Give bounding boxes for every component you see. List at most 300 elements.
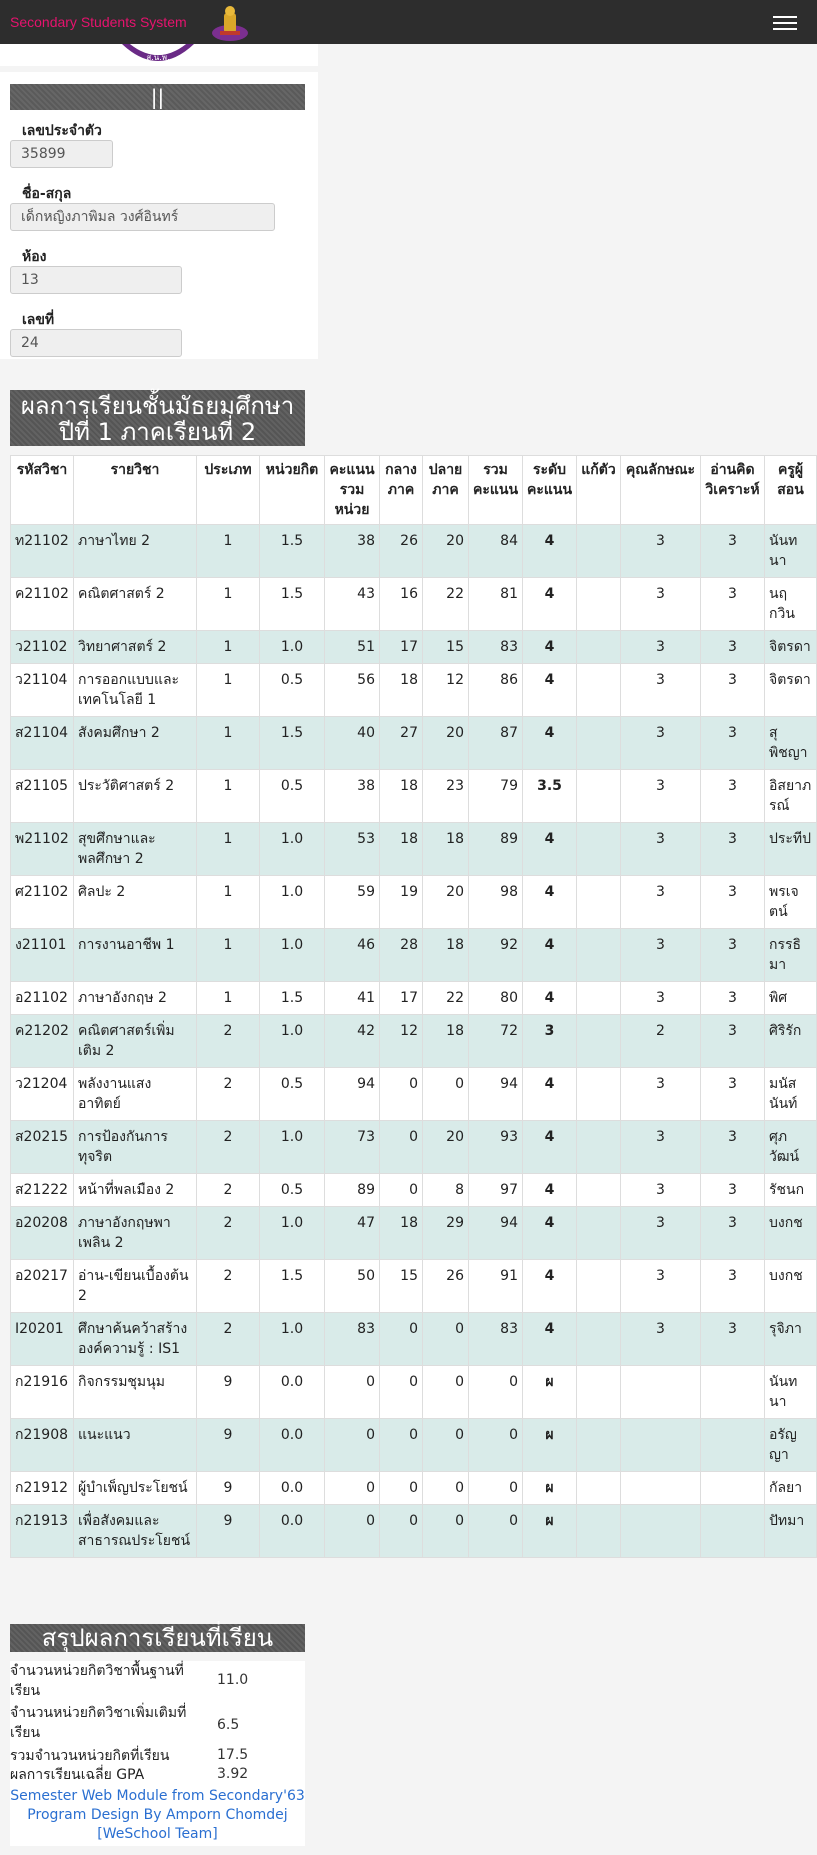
cell-retake xyxy=(577,982,621,1015)
cell-final: 23 xyxy=(423,770,469,823)
cell-unit-score: 73 xyxy=(325,1121,380,1174)
cell-attribute: 3 xyxy=(621,631,701,664)
cell-retake xyxy=(577,1313,621,1366)
cell-attribute: 3 xyxy=(621,525,701,578)
cell-teacher: บงกช xyxy=(765,1260,817,1313)
cell-unit-score: 0 xyxy=(325,1505,380,1558)
col-header-final: ปลายภาค xyxy=(423,456,469,525)
room-label: ห้อง xyxy=(22,249,47,265)
cell-reading xyxy=(701,1472,765,1505)
cell-final: 15 xyxy=(423,631,469,664)
table-row xyxy=(11,1260,817,1313)
cell-retake xyxy=(577,1472,621,1505)
cell-credit: 1.0 xyxy=(260,1313,325,1366)
cell-type: 1 xyxy=(197,929,260,982)
cell-grade: 3 xyxy=(523,1015,577,1068)
cell-teacher: นันทนา xyxy=(765,1366,817,1419)
cell-code: ส21105 xyxy=(11,770,74,823)
cell-unit-score: 42 xyxy=(325,1015,380,1068)
cell-final: 20 xyxy=(423,717,469,770)
cell-total: 94 xyxy=(469,1207,523,1260)
cell-teacher: มนัสนันท์ xyxy=(765,1068,817,1121)
summary-panel xyxy=(10,1661,305,1846)
cell-subject: เพื่อสังคมและสาธารณประโยชน์ xyxy=(74,1505,197,1558)
table-row xyxy=(11,631,817,664)
brand-title[interactable]: Secondary Students System xyxy=(10,14,187,30)
cell-total: 0 xyxy=(469,1505,523,1558)
cell-credit: 1.5 xyxy=(260,1260,325,1313)
summary-total-credit-label: รวมจำนวนหน่วยกิตที่เรียน xyxy=(10,1748,170,1764)
cell-credit: 0.0 xyxy=(260,1505,325,1558)
table-row xyxy=(11,578,817,631)
cell-unit-score: 0 xyxy=(325,1472,380,1505)
cell-subject: ศิลปะ 2 xyxy=(74,876,197,929)
cell-attribute: 3 xyxy=(621,1260,701,1313)
cell-code: ศ21102 xyxy=(11,876,74,929)
col-header-type: ประเภท xyxy=(197,456,260,525)
cell-retake xyxy=(577,770,621,823)
cell-subject: กิจกรรมชุมนุม xyxy=(74,1366,197,1419)
cell-type: 1 xyxy=(197,982,260,1015)
cell-type: 2 xyxy=(197,1313,260,1366)
cell-teacher: อิสยาภรณ์ xyxy=(765,770,817,823)
results-title-line2: ปีที่ 1 ภาคเรียนที่ 2 xyxy=(58,418,257,446)
cell-subject: ภาษาอังกฤษพาเพลิน 2 xyxy=(74,1207,197,1260)
cell-total: 80 xyxy=(469,982,523,1015)
table-row xyxy=(11,823,817,876)
cell-type: 1 xyxy=(197,770,260,823)
cell-grade: 4 xyxy=(523,631,577,664)
cell-grade: ผ xyxy=(523,1505,577,1558)
cell-subject: สังคมศึกษา 2 xyxy=(74,717,197,770)
cell-credit: 0.5 xyxy=(260,1068,325,1121)
cell-type: 9 xyxy=(197,1366,260,1419)
cell-code: ค21202 xyxy=(11,1015,74,1068)
table-row xyxy=(11,717,817,770)
cell-reading: 3 xyxy=(701,982,765,1015)
cell-credit: 1.0 xyxy=(260,823,325,876)
cell-unit-score: 0 xyxy=(325,1366,380,1419)
cell-code: ก21916 xyxy=(11,1366,74,1419)
cell-type: 1 xyxy=(197,578,260,631)
results-title xyxy=(10,390,305,446)
cell-credit: 1.0 xyxy=(260,1207,325,1260)
cell-retake xyxy=(577,525,621,578)
cell-teacher: ประทีป xyxy=(765,823,817,876)
summary-gpa-value: 3.92 xyxy=(217,1766,249,1782)
cell-attribute: 3 xyxy=(621,929,701,982)
cell-midterm: 17 xyxy=(380,631,423,664)
cell-final: 22 xyxy=(423,578,469,631)
cell-retake xyxy=(577,1366,621,1419)
cell-midterm: 26 xyxy=(380,525,423,578)
cell-code: ส20215 xyxy=(11,1121,74,1174)
cell-midterm: 18 xyxy=(380,770,423,823)
cell-subject: คณิตศาสตร์ 2 xyxy=(74,578,197,631)
summary-extra-credit-label: จำนวนหน่วยกิตวิชาเพิ่มเติมที่เรียน xyxy=(10,1705,187,1741)
cell-retake xyxy=(577,1015,621,1068)
cell-subject: ศึกษาค้นคว้าสร้างองค์ความรู้ : IS1 xyxy=(74,1313,197,1366)
cell-attribute: 3 xyxy=(621,876,701,929)
cell-unit-score: 94 xyxy=(325,1068,380,1121)
col-header-retake: แก้ตัว xyxy=(577,456,621,525)
number-label: เลขที่ xyxy=(22,312,55,328)
cell-teacher: กัลยา xyxy=(765,1472,817,1505)
cell-subject: สุขศึกษาและพลศึกษา 2 xyxy=(74,823,197,876)
cell-total: 91 xyxy=(469,1260,523,1313)
cell-total: 83 xyxy=(469,631,523,664)
cell-teacher: จิตรดา xyxy=(765,664,817,717)
cell-attribute: 3 xyxy=(621,1313,701,1366)
cell-final: 18 xyxy=(423,929,469,982)
cell-attribute: 3 xyxy=(621,578,701,631)
cell-total: 83 xyxy=(469,1313,523,1366)
cell-credit: 1.0 xyxy=(260,631,325,664)
cell-code: ก21908 xyxy=(11,1419,74,1472)
cell-midterm: 16 xyxy=(380,578,423,631)
cell-midterm: 17 xyxy=(380,982,423,1015)
student-id-field: 35899 xyxy=(10,140,113,168)
cell-code: พ21102 xyxy=(11,823,74,876)
cell-midterm: 0 xyxy=(380,1472,423,1505)
cell-total: 87 xyxy=(469,717,523,770)
cell-code: ส21222 xyxy=(11,1174,74,1207)
col-header-credit: หน่วยกิต xyxy=(260,456,325,525)
cell-reading: 3 xyxy=(701,823,765,876)
cell-grade: ผ xyxy=(523,1419,577,1472)
student-id-label: เลขประจำตัว xyxy=(22,123,102,139)
cell-grade: 4 xyxy=(523,982,577,1015)
cell-reading: 3 xyxy=(701,578,765,631)
cell-final: 29 xyxy=(423,1207,469,1260)
cell-subject: ประวัติศาสตร์ 2 xyxy=(74,770,197,823)
cell-final: 0 xyxy=(423,1313,469,1366)
student-info-panel xyxy=(0,72,318,359)
cell-midterm: 18 xyxy=(380,664,423,717)
cell-attribute: 3 xyxy=(621,717,701,770)
cell-retake xyxy=(577,1068,621,1121)
cell-grade: 4 xyxy=(523,1260,577,1313)
summary-gpa-label: ผลการเรียนเฉลี่ย GPA xyxy=(10,1767,145,1783)
footer-team-link[interactable]: [WeSchool Team] xyxy=(97,1826,218,1842)
cell-retake xyxy=(577,717,621,770)
cell-code: ท21102 xyxy=(11,525,74,578)
cell-total: 72 xyxy=(469,1015,523,1068)
cell-attribute xyxy=(621,1366,701,1419)
cell-subject: อ่าน-เขียนเบื้องต้น 2 xyxy=(74,1260,197,1313)
cell-reading: 3 xyxy=(701,1313,765,1366)
table-row xyxy=(11,1121,817,1174)
footer-designer-link[interactable]: Program Design By Amporn Chomdej xyxy=(27,1807,288,1823)
cell-grade: 4 xyxy=(523,1207,577,1260)
cell-grade: ผ xyxy=(523,1366,577,1419)
cell-total: 79 xyxy=(469,770,523,823)
col-header-reading: อ่านคิดวิเคราะห์ xyxy=(701,456,765,525)
cell-grade: 4 xyxy=(523,1174,577,1207)
cell-teacher: อรัญญา xyxy=(765,1419,817,1472)
cell-final: 0 xyxy=(423,1472,469,1505)
table-row xyxy=(11,1505,817,1558)
cell-type: 1 xyxy=(197,631,260,664)
cell-unit-score: 83 xyxy=(325,1313,380,1366)
cell-type: 2 xyxy=(197,1260,260,1313)
cell-teacher: กรรธิมา xyxy=(765,929,817,982)
cell-teacher: นันทนา xyxy=(765,525,817,578)
cell-attribute: 3 xyxy=(621,1068,701,1121)
cell-credit: 1.0 xyxy=(260,929,325,982)
student-name-field: เด็กหญิงภาพิมล วงศ์อินทร์ xyxy=(10,203,275,231)
cell-retake xyxy=(577,1505,621,1558)
cell-teacher: พรเจตน์ xyxy=(765,876,817,929)
cell-type: 2 xyxy=(197,1174,260,1207)
col-header-teacher: ครูผู้สอน xyxy=(765,456,817,525)
cell-subject: พลังงานแสงอาทิตย์ xyxy=(74,1068,197,1121)
cell-total: 81 xyxy=(469,578,523,631)
table-row xyxy=(11,929,817,982)
cell-teacher: พิศ xyxy=(765,982,817,1015)
cell-credit: 0.5 xyxy=(260,664,325,717)
cell-final: 0 xyxy=(423,1366,469,1419)
cell-teacher: นฤกวิน xyxy=(765,578,817,631)
number-field: 24 xyxy=(10,329,182,357)
cell-reading: 3 xyxy=(701,1260,765,1313)
cell-subject: วิทยาศาสตร์ 2 xyxy=(74,631,197,664)
table-row xyxy=(11,770,817,823)
cell-grade: 4 xyxy=(523,823,577,876)
cell-subject: ภาษาไทย 2 xyxy=(74,525,197,578)
grades-header-row xyxy=(11,456,817,525)
cell-midterm: 19 xyxy=(380,876,423,929)
cell-attribute: 2 xyxy=(621,1015,701,1068)
cell-credit: 1.5 xyxy=(260,982,325,1015)
cell-retake xyxy=(577,631,621,664)
col-header-grade: ระดับคะแนน xyxy=(523,456,577,525)
cell-retake xyxy=(577,578,621,631)
cell-final: 20 xyxy=(423,876,469,929)
cell-type: 9 xyxy=(197,1505,260,1558)
cell-grade: 4 xyxy=(523,1121,577,1174)
cell-credit: 0.5 xyxy=(260,1174,325,1207)
cell-unit-score: 40 xyxy=(325,717,380,770)
cell-midterm: 0 xyxy=(380,1419,423,1472)
cell-total: 94 xyxy=(469,1068,523,1121)
cell-teacher: รุจิภา xyxy=(765,1313,817,1366)
col-header-midterm: กลางภาค xyxy=(380,456,423,525)
cell-unit-score: 41 xyxy=(325,982,380,1015)
cell-code: ว21104 xyxy=(11,664,74,717)
cell-credit: 0.0 xyxy=(260,1419,325,1472)
cell-credit: 1.0 xyxy=(260,1015,325,1068)
cell-reading: 3 xyxy=(701,1068,765,1121)
cell-type: 1 xyxy=(197,664,260,717)
cell-unit-score: 46 xyxy=(325,929,380,982)
cell-teacher: บงกช xyxy=(765,1207,817,1260)
cell-code: ว21204 xyxy=(11,1068,74,1121)
cell-unit-score: 38 xyxy=(325,770,380,823)
cell-grade: 4 xyxy=(523,578,577,631)
cell-credit: 1.5 xyxy=(260,578,325,631)
cell-attribute: 3 xyxy=(621,1174,701,1207)
cell-final: 12 xyxy=(423,664,469,717)
cell-final: 0 xyxy=(423,1068,469,1121)
cell-midterm: 18 xyxy=(380,823,423,876)
table-row xyxy=(11,876,817,929)
cell-code: ส21104 xyxy=(11,717,74,770)
svg-text:ส.น.พ.: ส.น.พ. xyxy=(146,53,170,62)
cell-type: 9 xyxy=(197,1419,260,1472)
cell-retake xyxy=(577,664,621,717)
cell-reading: 3 xyxy=(701,525,765,578)
cell-attribute xyxy=(621,1472,701,1505)
cell-midterm: 0 xyxy=(380,1366,423,1419)
cell-code: ค21102 xyxy=(11,578,74,631)
col-header-code: รหัสวิชา xyxy=(11,456,74,525)
cell-total: 97 xyxy=(469,1174,523,1207)
cell-midterm: 28 xyxy=(380,929,423,982)
cell-attribute: 3 xyxy=(621,1207,701,1260)
cell-type: 2 xyxy=(197,1207,260,1260)
cell-total: 0 xyxy=(469,1419,523,1472)
cell-subject: การงานอาชีพ 1 xyxy=(74,929,197,982)
cell-type: 1 xyxy=(197,525,260,578)
col-header-unit-score: คะแนนรวมหน่วย xyxy=(325,456,380,525)
cell-subject: หน้าที่พลเมือง 2 xyxy=(74,1174,197,1207)
cell-retake xyxy=(577,1121,621,1174)
cell-code: ก21912 xyxy=(11,1472,74,1505)
cell-attribute: 3 xyxy=(621,1121,701,1174)
cell-teacher: รัชนก xyxy=(765,1174,817,1207)
school-emblem-icon xyxy=(120,44,196,66)
results-title-line1: ผลการเรียนชั้นมัธยมศึกษา xyxy=(20,392,295,420)
cell-midterm: 27 xyxy=(380,717,423,770)
cell-final: 18 xyxy=(423,823,469,876)
table-row xyxy=(11,1366,817,1419)
cell-grade: 4 xyxy=(523,929,577,982)
cell-unit-score: 47 xyxy=(325,1207,380,1260)
cell-total: 0 xyxy=(469,1366,523,1419)
cell-unit-score: 53 xyxy=(325,823,380,876)
table-row xyxy=(11,982,817,1015)
cell-code: ง21101 xyxy=(11,929,74,982)
cell-final: 20 xyxy=(423,1121,469,1174)
grades-table xyxy=(10,455,817,1558)
cell-unit-score: 50 xyxy=(325,1260,380,1313)
cell-final: 0 xyxy=(423,1419,469,1472)
cell-midterm: 18 xyxy=(380,1207,423,1260)
cell-total: 93 xyxy=(469,1121,523,1174)
cell-final: 20 xyxy=(423,525,469,578)
cell-reading: 3 xyxy=(701,1207,765,1260)
cell-credit: 1.5 xyxy=(260,525,325,578)
menu-toggle-icon[interactable] xyxy=(773,12,797,32)
summary-total-credit-value: 17.5 xyxy=(217,1747,249,1763)
col-header-total: รวมคะแนน xyxy=(469,456,523,525)
cell-grade: 4 xyxy=(523,1313,577,1366)
cell-midterm: 0 xyxy=(380,1313,423,1366)
table-row xyxy=(11,1174,817,1207)
cell-retake xyxy=(577,1419,621,1472)
cell-credit: 1.0 xyxy=(260,1121,325,1174)
cell-reading: 3 xyxy=(701,1015,765,1068)
cell-subject: การป้องกันการทุจริต xyxy=(74,1121,197,1174)
cell-final: 8 xyxy=(423,1174,469,1207)
table-row xyxy=(11,1015,817,1068)
cell-midterm: 0 xyxy=(380,1121,423,1174)
table-row xyxy=(11,1068,817,1121)
cell-teacher: ศุภวัฒน์ xyxy=(765,1121,817,1174)
table-row xyxy=(11,1207,817,1260)
cell-total: 92 xyxy=(469,929,523,982)
footer-module-link[interactable]: Semester Web Module from Secondary'63 xyxy=(10,1788,305,1804)
cell-code: I20201 xyxy=(11,1313,74,1366)
table-row xyxy=(11,525,817,578)
cell-retake xyxy=(577,1207,621,1260)
cell-teacher: จิตรดา xyxy=(765,631,817,664)
cell-credit: 0.5 xyxy=(260,770,325,823)
cell-retake xyxy=(577,1174,621,1207)
table-row xyxy=(11,1419,817,1472)
cell-type: 1 xyxy=(197,876,260,929)
cell-credit: 0.0 xyxy=(260,1472,325,1505)
cell-teacher: ปัทมา xyxy=(765,1505,817,1558)
cell-unit-score: 43 xyxy=(325,578,380,631)
cell-grade: ผ xyxy=(523,1472,577,1505)
cell-attribute: 3 xyxy=(621,770,701,823)
room-field: 13 xyxy=(10,266,182,294)
cell-midterm: 0 xyxy=(380,1174,423,1207)
cell-final: 0 xyxy=(423,1505,469,1558)
cell-midterm: 0 xyxy=(380,1068,423,1121)
cell-credit: 1.5 xyxy=(260,717,325,770)
cell-unit-score: 0 xyxy=(325,1419,380,1472)
cell-retake xyxy=(577,1260,621,1313)
table-row xyxy=(11,1472,817,1505)
cell-teacher: ศิริรัก xyxy=(765,1015,817,1068)
cell-code: ก21913 xyxy=(11,1505,74,1558)
cell-unit-score: 51 xyxy=(325,631,380,664)
top-navbar xyxy=(0,0,817,44)
table-row xyxy=(11,1313,817,1366)
cell-type: 1 xyxy=(197,823,260,876)
summary-basic-credit-label: จำนวนหน่วยกิตวิชาพื้นฐานที่เรียน xyxy=(10,1663,184,1699)
cell-reading: 3 xyxy=(701,929,765,982)
cell-grade: 4 xyxy=(523,525,577,578)
cell-subject: การออกแบบและเทคโนโลยี 1 xyxy=(74,664,197,717)
cell-reading: 3 xyxy=(701,1121,765,1174)
cell-credit: 1.0 xyxy=(260,876,325,929)
cell-midterm: 0 xyxy=(380,1505,423,1558)
cell-retake xyxy=(577,823,621,876)
cell-final: 18 xyxy=(423,1015,469,1068)
cell-reading: 3 xyxy=(701,1174,765,1207)
cell-code: อ20208 xyxy=(11,1207,74,1260)
cell-reading xyxy=(701,1419,765,1472)
cell-grade: 3.5 xyxy=(523,770,577,823)
cell-total: 86 xyxy=(469,664,523,717)
cell-unit-score: 56 xyxy=(325,664,380,717)
cell-final: 22 xyxy=(423,982,469,1015)
cell-reading xyxy=(701,1366,765,1419)
cell-grade: 4 xyxy=(523,664,577,717)
cell-reading xyxy=(701,1505,765,1558)
table-row xyxy=(11,664,817,717)
cell-total: 84 xyxy=(469,525,523,578)
cell-reading: 3 xyxy=(701,876,765,929)
cell-total: 98 xyxy=(469,876,523,929)
cell-unit-score: 59 xyxy=(325,876,380,929)
summary-title: สรุปผลการเรียนที่เรียน xyxy=(10,1624,305,1652)
col-header-subject: รายวิชา xyxy=(74,456,197,525)
